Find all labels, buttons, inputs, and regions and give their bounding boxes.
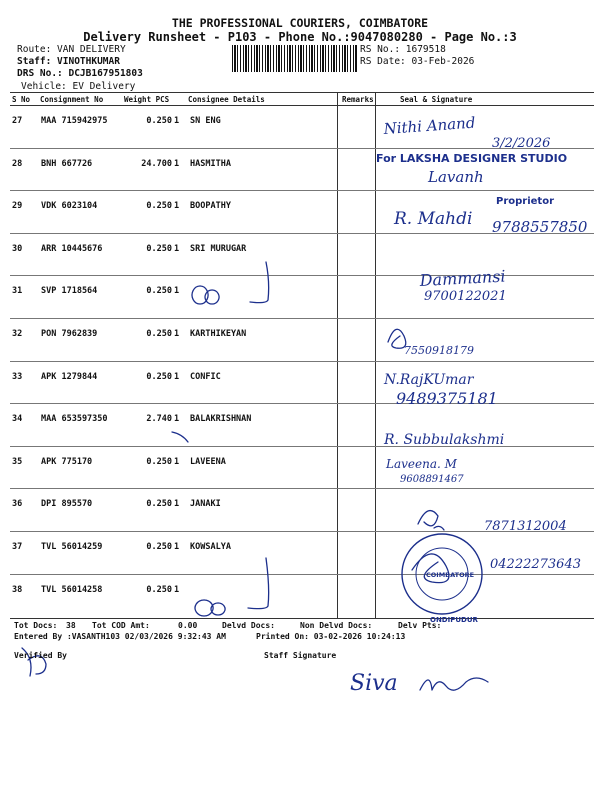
table-row (12, 319, 592, 361)
row-consignment-no: MAA 653597350 (41, 414, 108, 425)
staff: Staff: VINOTHKUMAR (17, 56, 120, 67)
col-sno: S No (12, 95, 31, 104)
row-sno: 38 (12, 584, 23, 595)
row-pcs: 1 (174, 201, 180, 212)
sig-r31-phone: 9700122021 (424, 289, 507, 304)
vehicle: Vehicle: EV Delivery (21, 81, 136, 92)
sig-r33-name: N.RajKUmar (384, 372, 474, 388)
table-row (12, 149, 592, 191)
stamp-laksha-designer: For LAKSHA DESIGNER STUDIO (376, 152, 568, 165)
delivered-points: Delv Pts: (398, 621, 442, 630)
row-consignment-no: PON 7962839 (41, 329, 98, 339)
table-row (12, 362, 592, 404)
row-consignment-no: TVL 56014259 (41, 542, 103, 552)
row-consignment-no: VDK 6023104 (41, 201, 98, 212)
row-pcs: 1 (174, 499, 180, 510)
row-consignee: KARTHIKEYAN (190, 329, 247, 339)
sig-r33-phone: 9489375181 (396, 389, 498, 408)
route: Route: VAN DELIVERY (17, 44, 126, 55)
row-weight: 0.250 (146, 201, 172, 212)
row-weight: 0.250 (146, 329, 172, 339)
row-sno: 27 (12, 116, 23, 126)
row-sno: 35 (12, 456, 23, 467)
runsheet-title: Delivery Runsheet - P103 - Phone No.:9047080280 - Page No.:3 (83, 30, 517, 44)
entered-by: Entered By :VASANTH103 02/03/2026 9:32:43 AM (14, 632, 226, 641)
sig-r34-name: R. Subbulakshmi (384, 432, 505, 448)
staff-signature-label: Staff Signature (264, 651, 337, 660)
sig-r28: Lavanh (428, 168, 484, 186)
row-consignee: BALAKRISHNAN (190, 414, 252, 425)
row-consignee: BOOPATHY (190, 201, 231, 212)
printed-on: Printed On: 03-02-2026 10:24:13 (256, 632, 406, 641)
verified-by-label: Verified By (14, 651, 67, 660)
col-consignment: Consignment No (40, 95, 104, 104)
row-weight: 0.250 (146, 371, 172, 382)
row-sno: 36 (12, 499, 23, 510)
tot-cod-value: 0.00 (178, 621, 198, 630)
table-row (12, 404, 592, 446)
row-pcs: 1 (174, 286, 180, 297)
row-sno: 29 (12, 201, 23, 212)
col-consignee: Consignee Details (188, 95, 265, 104)
row-pcs: 1 (174, 414, 180, 425)
staff-signature-scribble: Siva (350, 671, 398, 696)
table-top-border (10, 92, 594, 93)
sig-r27-date: 3/2/2026 (492, 136, 551, 151)
table-bottom-border (10, 618, 594, 619)
sig-r29-phone: 9788557850 (492, 218, 588, 236)
row-pcs: 1 (174, 158, 180, 169)
row-pcs: 1 (174, 329, 180, 339)
row-consignment-no: DPI 895570 (41, 499, 93, 510)
row-pcs: 1 (174, 456, 180, 467)
row-consignment-no: BNH 667726 (41, 158, 93, 169)
row-weight: 0.250 (146, 584, 172, 595)
row-pcs: 1 (174, 542, 180, 552)
stamp-proprietor: Proprietor (496, 196, 555, 207)
sig-r32-phone: 7550918179 (404, 344, 474, 357)
barcode (232, 45, 358, 72)
rs-number: RS No.: 1679518 (360, 44, 446, 55)
col-weight-pcs: Weight PCS (124, 95, 170, 104)
company-name: THE PROFESSIONAL COURIERS, COIMBATORE (171, 16, 429, 30)
tot-cod-label: Tot COD Amt: (92, 621, 150, 630)
sig-r27-name: Nithi Anand (383, 113, 476, 138)
sig-r29-name: R. Mahdi (394, 209, 473, 229)
sig-r36-phone: 7871312004 (484, 519, 567, 534)
row-consignment-no: TVL 56014258 (41, 584, 103, 595)
row-consignment-no: SVP 1718564 (41, 286, 98, 297)
table-row (12, 447, 592, 489)
row-sno: 28 (12, 158, 23, 169)
row-weight: 2.740 (146, 414, 172, 425)
rs-date: RS Date: 03-Feb-2026 (360, 56, 475, 67)
row-consignment-no: APK 775170 (41, 456, 93, 467)
row-consignment-no: APK 1279844 (41, 371, 98, 382)
sig-r35-phone: 9608891467 (400, 474, 464, 485)
row-weight: 0.250 (146, 286, 172, 297)
row-weight: 0.250 (146, 456, 172, 467)
row-consignment-no: ARR 10445676 (41, 243, 103, 254)
row-pcs: 1 (174, 584, 180, 595)
row-weight: 0.250 (146, 542, 172, 552)
row-weight: 24.700 (141, 158, 172, 169)
row-sno: 37 (12, 542, 23, 552)
row-sno: 32 (12, 329, 23, 339)
table-row (12, 532, 592, 574)
table-row (12, 106, 592, 148)
stamp-center-text: COIMBATORE (426, 571, 475, 579)
tot-docs-value: 38 (66, 621, 76, 630)
row-pcs: 1 (174, 243, 180, 254)
row-sno: 34 (12, 414, 23, 425)
table-row (12, 276, 592, 318)
row-consignee: SN ENG (190, 116, 221, 126)
sig-r37-phone: 04222273643 (490, 557, 581, 572)
row-sno: 31 (12, 286, 23, 297)
row-consignee: CONFIC (190, 371, 221, 382)
table-row (12, 234, 592, 276)
row-weight: 0.250 (146, 243, 172, 254)
row-pcs: 1 (174, 371, 180, 382)
staff-signature-tail (420, 678, 488, 690)
sig-r31-name: Dammansi (419, 266, 506, 290)
table-row (12, 191, 592, 233)
row-consignee: HASMITHA (190, 158, 231, 169)
non-delivered-docs: Non Delvd Docs: (300, 621, 373, 630)
row-weight: 0.250 (146, 499, 172, 510)
row-consignee: LAVEENA (190, 456, 226, 467)
row-sno: 33 (12, 371, 23, 382)
col-seal-signature: Seal & Signature (400, 95, 473, 104)
row-consignment-no: MAA 715942975 (41, 116, 108, 126)
row-consignee: SRI MURUGAR (190, 243, 247, 254)
col-remarks: Remarks (342, 95, 374, 104)
row-pcs: 1 (174, 116, 180, 126)
table-row (12, 575, 592, 617)
row-sno: 30 (12, 243, 23, 254)
row-consignee: JANAKI (190, 499, 221, 510)
row-weight: 0.250 (146, 116, 172, 126)
drs-number: DRS No.: DCJB167951803 (17, 68, 143, 79)
stamp-place-text: ONDIPUDUR (430, 616, 478, 624)
sig-r35-name: Laveena. M (386, 457, 457, 471)
delivered-docs: Delvd Docs: (222, 621, 275, 630)
row-consignee: KOWSALYA (190, 542, 231, 552)
tot-docs-label: Tot Docs: (14, 621, 58, 630)
table-row (12, 489, 592, 531)
